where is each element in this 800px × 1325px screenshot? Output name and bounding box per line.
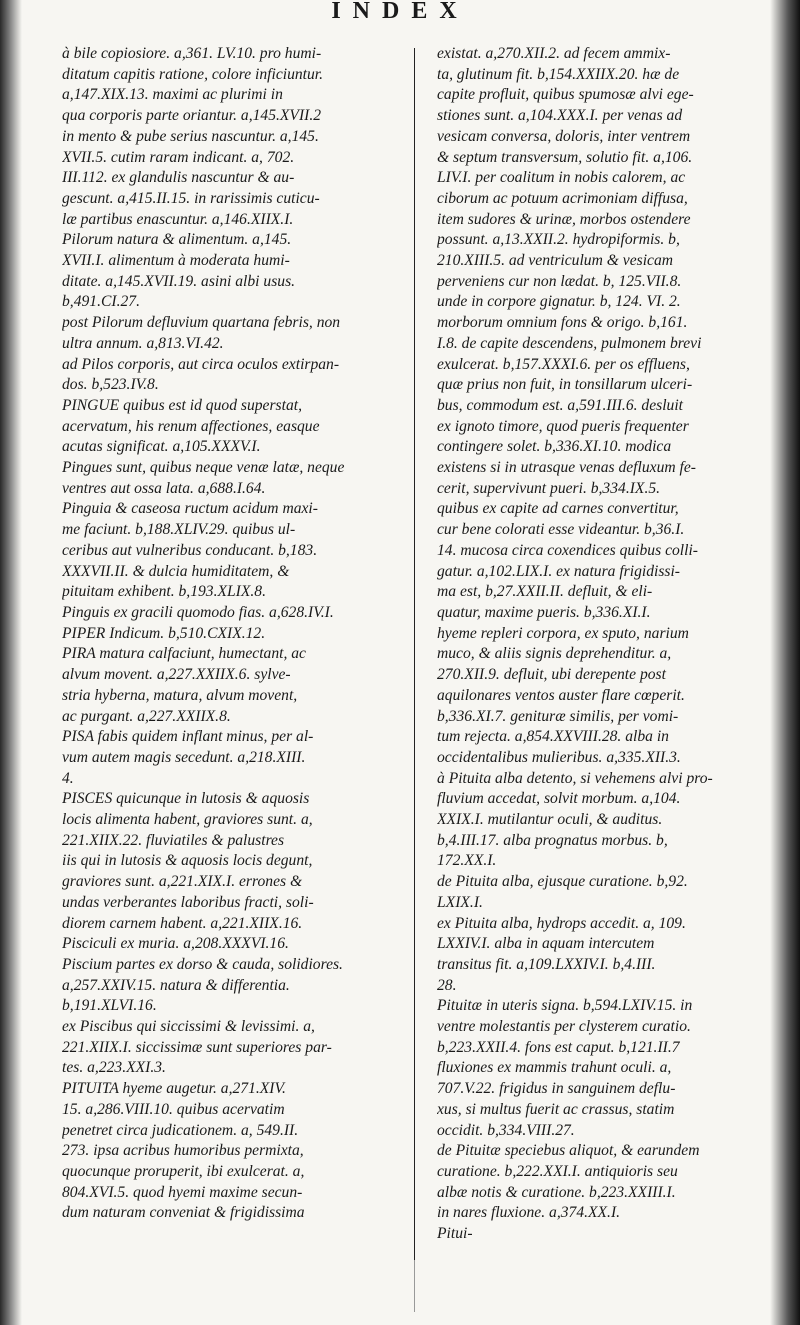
index-line: quocunque proruperit, ibi exulcerat. a, <box>62 1162 305 1180</box>
index-line: ditate. a,145.XVII.19. asini albi usus. <box>62 272 296 290</box>
index-line: 707.V.22. frigidus in sanguinem deflu- <box>437 1080 676 1098</box>
index-line: Pinguis ex gracili quomodo fias. a,628.IV.I. <box>62 603 334 621</box>
index-line: tes. a,223.XXI.3. <box>62 1059 166 1077</box>
index-line: hyeme repleri corpora, ex sputo, narium <box>437 624 689 642</box>
index-line: pituitam exhibent. b,193.XLIX.8. <box>62 583 266 601</box>
index-line: curatione. b,222.XXI.I. antiquioris seu <box>437 1162 678 1180</box>
index-line: possunt. a,13.XXII.2. hydropiformis. b, <box>437 231 680 249</box>
index-line: exulcerat. b,157.XXXI.6. per os effluens, <box>437 355 690 373</box>
index-line: 804.XVI.5. quod hyemi maxime secun- <box>62 1183 303 1201</box>
index-line: locis alimenta habent, graviores sunt. a, <box>62 811 313 829</box>
index-line: existat. a,270.XII.2. ad fecem ammix- <box>437 45 671 62</box>
index-line: muco, & aliis signis deprehenditur. a, <box>437 645 672 663</box>
index-line: PITUITA hyeme augetur. a,271.XIV. <box>62 1080 286 1098</box>
index-line: 221.XIIX.22. fluviatiles & palustres <box>62 831 285 849</box>
index-line: aquilonares ventos auster flare cœperit. <box>437 686 685 704</box>
index-line: cur bene colorati esse videantur. b,36.I. <box>437 521 685 539</box>
index-line: cerit, supervivunt pueri. b,334.IX.5. <box>437 479 661 497</box>
index-line: ad Pilos corporis, aut circa oculos extirpan- <box>62 355 340 373</box>
index-line: Pitui- <box>437 1225 473 1243</box>
column-divider <box>414 48 415 1260</box>
index-line: existens si in utrasque venas defluxum fe- <box>437 459 696 477</box>
index-line: a,147.XIX.13. maximi ac plurimi in <box>62 86 283 104</box>
index-line: diorem carnem habent. a,221.XIIX.16. <box>62 914 303 932</box>
index-line: b,336.XI.7. genituræ similis, per vomi- <box>437 707 679 725</box>
index-line: quatur, maxime pueris. b,336.XI.I. <box>437 603 651 621</box>
index-line: 210.XIII.5. ad ventriculum & vesicam <box>437 252 674 270</box>
index-line: PINGUE quibus est id quod superstat, <box>62 396 302 414</box>
index-line: me faciunt. b,188.XLIV.29. quibus ul- <box>62 521 296 539</box>
index-line: quæ prius non fuit, in tonsillarum ulceri- <box>437 376 693 394</box>
index-line: 221.XIIX.I. siccissimæ sunt superiores par- <box>62 1038 332 1056</box>
index-line: PISA fabis quidem inflant minus, per al- <box>62 728 314 746</box>
index-line: ciborum ac potuum acrimoniam diffusa, <box>437 189 688 207</box>
index-line: in nares fluxione. a,374.XX.I. <box>437 1204 621 1222</box>
right-index-column <box>437 44 771 1302</box>
index-line: unde in corpore gignatur. b, 124. VI. 2. <box>437 293 681 311</box>
index-line: transitus fit. a,109.LXXIV.I. b,4.III. <box>437 955 656 973</box>
index-line: in mento & pube serius nascuntur. a,145. <box>62 127 319 145</box>
index-line: penetret circa judicationem. a, 549.II. <box>62 1121 299 1139</box>
index-line: Piscium partes ex dorso & cauda, solidiores. <box>62 955 343 973</box>
index-line: 14. mucosa circa coxendices quibus colli- <box>437 541 698 559</box>
index-line: acutas significat. a,105.XXXV.I. <box>62 438 261 456</box>
index-line: stria hyberna, matura, alvum movent, <box>62 686 298 704</box>
index-line: PISCES quicunque in lutosis & aquosis <box>62 790 310 808</box>
index-line: PIPER Indicum. b,510.CXIX.12. <box>62 624 266 642</box>
page-gutter-shadow <box>0 0 22 1325</box>
index-line: LIV.I. per coalitum in nobis calorem, ac <box>437 169 686 187</box>
index-line: b,223.XXII.4. fons est caput. b,121.II.7 <box>437 1038 680 1056</box>
index-line: morborum omnium fons & origo. b,161. <box>437 314 688 332</box>
index-line: ta, glutinum fit. b,154.XXIIX.20. hæ de <box>437 65 680 83</box>
index-line: qua corporis parte oriantur. a,145.XVII.2 <box>62 107 322 125</box>
index-line: 15. a,286.VIII.10. quibus acervatim <box>62 1100 285 1118</box>
index-line: à Pituita alba detento, si vehemens alvi pro- <box>437 769 713 787</box>
index-line: ventre molestantis per clysterem curatio. <box>437 1018 691 1036</box>
index-line: a,257.XXIV.15. natura & differentia. <box>62 976 290 994</box>
index-line: acervatum, his renum affectiones, easque <box>62 417 320 435</box>
index-line: ac purgant. a,227.XXIIX.8. <box>62 707 231 725</box>
index-line: LXIX.I. <box>437 893 483 911</box>
index-line: ex Pituita alba, hydrops accedit. a, 109. <box>437 914 686 932</box>
index-line: gescunt. a,415.II.15. in rarissimis cuticu- <box>62 189 320 207</box>
index-line: ex ignoto timore, quod pueris frequenter <box>437 417 689 435</box>
index-line: alvum movent. a,227.XXIIX.6. sylve- <box>62 666 291 684</box>
index-line: dos. b,523.IV.8. <box>62 376 159 394</box>
index-line: dum naturam conveniat & frigidissima <box>62 1204 305 1222</box>
index-line: XVII.5. cutim raram indicant. a, 702. <box>62 148 295 166</box>
index-line: Pilorum natura & alimentum. a,145. <box>62 231 292 249</box>
page-edge-shadow <box>770 0 800 1325</box>
index-line: XXIX.I. mutilantur oculi, & auditus. <box>437 811 663 829</box>
running-head: INDEX <box>331 0 469 24</box>
index-line: Pingues sunt, quibus neque venæ latæ, neque <box>62 459 345 477</box>
index-line: 4. <box>62 769 74 787</box>
index-line: b,191.XLVI.16. <box>62 997 157 1015</box>
index-line: graviores sunt. a,221.XIX.I. errones & <box>62 873 303 891</box>
index-line: læ partibus enascuntur. a,146.XIIX.I. <box>62 210 294 228</box>
index-line: fluxiones ex mammis trahunt oculi. a, <box>437 1059 672 1077</box>
index-line: albæ notis & curatione. b,223.XXIII.I. <box>437 1183 676 1201</box>
index-line: contingere solet. b,336.XI.10. modica <box>437 438 672 456</box>
index-line: perveniens cur non lædat. b, 125.VII.8. <box>437 272 682 290</box>
index-line: b,4.III.17. alba prognatus morbus. b, <box>437 831 668 849</box>
index-line: ex Piscibus qui siccissimi & levissimi. a, <box>62 1018 315 1036</box>
index-line: xus, si multus fuerit ac crassus, statim <box>437 1100 675 1118</box>
index-line: Pinguia & caseosa ructum acidum maxi- <box>62 500 318 518</box>
index-line: 172.XX.I. <box>437 852 497 870</box>
index-line: vesicam conversa, doloris, inter ventrem <box>437 127 691 145</box>
index-line: ultra annum. a,813.VI.42. <box>62 334 224 352</box>
index-line: bus, commodum est. a,591.III.6. desluit <box>437 396 684 414</box>
index-line: 273. ipsa acribus humoribus permixta, <box>62 1142 304 1160</box>
index-line: stiones sunt. a,104.XXX.I. per venas ad <box>437 107 683 125</box>
index-line: 270.XII.9. defluit, ubi derepente post <box>437 666 666 684</box>
index-line: capite profluit, quibus spumosæ alvi ege- <box>437 86 694 104</box>
index-line: XXXVII.II. & dulcia humiditatem, & <box>62 562 290 580</box>
index-line: & septum transversum, solutio fit. a,106. <box>437 148 693 166</box>
index-line: b,491.CI.27. <box>62 293 140 311</box>
index-line: PIRA matura calfaciunt, humectant, ac <box>62 645 306 663</box>
index-line: I.8. de capite descendens, pulmonem brevi <box>437 334 702 352</box>
column-divider-lower <box>414 1260 415 1312</box>
index-line: Pisciculi ex muria. a,208.XXXVI.16. <box>62 935 289 953</box>
index-line: ditatum capitis ratione, colore inficiuntur. <box>62 65 324 83</box>
index-line: post Pilorum defluvium quartana febris, non <box>62 314 341 332</box>
index-line: undas verberantes laboribus fracti, soli- <box>62 893 314 911</box>
index-line: 28. <box>437 976 457 994</box>
left-index-column <box>62 44 392 1302</box>
index-line: quibus ex capite ad carnes convertitur, <box>437 500 679 518</box>
index-line: fluvium accedat, solvit morbum. a,104. <box>437 790 681 808</box>
index-line: vum autem magis secedunt. a,218.XIII. <box>62 748 306 766</box>
index-line: ventres aut ossa lata. a,688.I.64. <box>62 479 266 497</box>
index-line: gatur. a,102.LIX.I. ex natura frigidissi- <box>437 562 681 580</box>
index-line: iis qui in lutosis & aquosis locis degunt, <box>62 852 313 870</box>
index-line: III.112. ex glandulis nascuntur & au- <box>62 169 295 187</box>
index-line: à bile copiosiore. a,361. LV.10. pro humi- <box>62 45 322 62</box>
index-line: ma est, b,27.XXII.II. defluit, & eli- <box>437 583 653 601</box>
index-line: item sudores & urinæ, morbos ostendere <box>437 210 691 228</box>
index-line: ceribus aut vulneribus conducant. b,183. <box>62 541 318 559</box>
index-line: tum rejecta. a,854.XXVIII.28. alba in <box>437 728 669 746</box>
index-line: occidit. b,334.VIII.27. <box>437 1121 575 1139</box>
index-line: XVII.I. alimentum à moderata humi- <box>62 252 290 270</box>
index-line: de Pituitæ speciebus aliquot, & earundem <box>437 1142 700 1160</box>
index-line: LXXIV.I. alba in aquam intercutem <box>437 935 655 953</box>
index-line: occidentalibus mulieribus. a,335.XII.3. <box>437 748 681 766</box>
index-line: Pituitæ in uteris signa. b,594.LXIV.15. in <box>437 997 693 1015</box>
index-line: de Pituita alba, ejusque curatione. b,92. <box>437 873 688 891</box>
